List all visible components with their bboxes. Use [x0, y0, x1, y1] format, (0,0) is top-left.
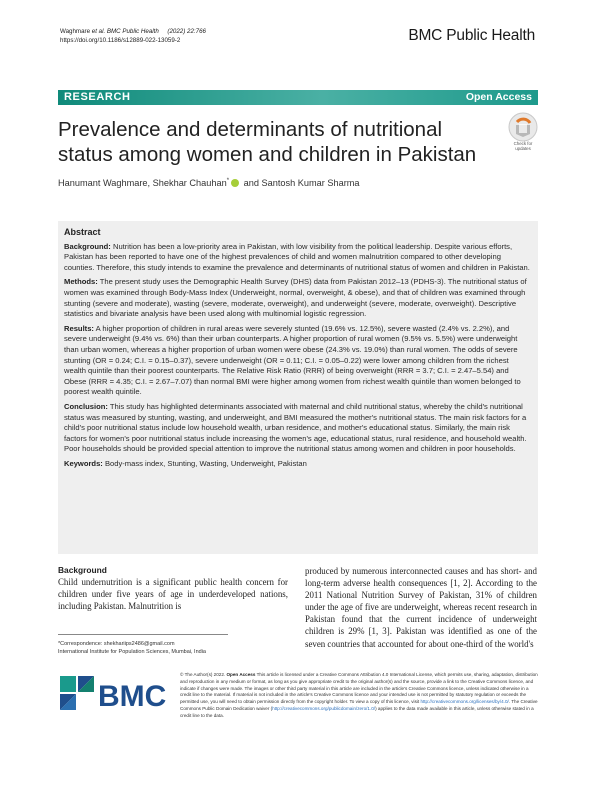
keywords-label: Keywords:	[64, 458, 103, 468]
author-list	[58, 178, 360, 188]
bmc-logo-text: BMC	[98, 680, 167, 713]
check-for-updates-icon[interactable]	[508, 112, 538, 142]
license-link-cc-zero[interactable]: http://creativecommons.org/publicdomain/zero/1.0/	[272, 705, 376, 711]
abstract-results	[64, 324, 532, 398]
abstract-methods	[64, 277, 532, 319]
footnote	[58, 640, 293, 656]
badge-label-line1: Check for	[513, 141, 533, 146]
license-link-cc-by[interactable]: http://creativecommons.org/licenses/by/4.0/	[420, 699, 509, 705]
body-column-right	[305, 565, 537, 650]
background-label: Background:	[64, 241, 111, 251]
citation-author: Waghmare	[60, 28, 92, 35]
corresponding-asterisk: *	[226, 178, 230, 184]
methods-text: The present study uses the Demographic Health Survey (DHS) data from Pakistan 2012–13 (PDHS-3). The nutritional status of women was examined through Body-Mass Index (Underweight, normal, overweight, & obese), and that of children was examined through stunting (severe and moderate), wasting (severe, moderate, overweight), and underweight (severe, moderate, overweight). Descriptive statistics and bivariate analysis have been used along with multinomial logistic regression.	[64, 277, 527, 319]
conclusion-label: Conclusion:	[64, 401, 108, 411]
section-label: RESEARCH	[64, 91, 131, 103]
license-text	[180, 672, 538, 720]
journal-brand: BMC Public Health	[408, 27, 535, 44]
results-label: Results:	[64, 323, 94, 333]
doi-link[interactable]: https://doi.org/10.1186/s12889-022-13059-2	[60, 37, 181, 44]
citation-header	[60, 27, 206, 45]
badge-label-line2: updates	[515, 146, 531, 151]
abstract-box	[58, 221, 538, 554]
keywords-text: Body-mass index, Stunting, Wasting, Underweight, Pakistan	[102, 458, 307, 468]
methods-label: Methods:	[64, 277, 98, 287]
results-text: A higher proportion of children in rural areas were severely stunted (19.6% vs. 12.5%), severe wasted (2.4% vs. 2.2%), and severe underweight (9.4% vs. 6%) than their urban counterparts. A higher proportion of rural women (9.5% vs. 5.5%) were underweight than urban women, whereas a higher proportion of urban women were obese (24.3% vs. 19.0%) than rural women. The odds of severe stunting (OR = 0.24; C.I. = 0.15–0.37), severe underweight (OR = 0.11; C.I. = 0.05–0.22) were lower among children from the richest wealth quintile than their poorest counterparts. The Relative Risk Ratio (RRR) of being overweight (RRR = 3.7; C.I. = 2.47–5.54) and Obese (RRR = 4.35; C.I. = 2.67–7.07) than normal BMI were higher among women from richest wealth quintile than women belonged to poorest wealth quintile.	[64, 323, 521, 397]
open-access-label: Open Access	[465, 91, 532, 103]
correspondence: *Correspondence: shekhariips2486@gmail.com	[58, 641, 175, 647]
abstract-background	[64, 242, 532, 274]
background-text: Nutrition has been a low-priority area in Pakistan, with low visibility from the political leadership. Despite various efforts, Pakistan has been reported to have one of the highest prevalences of child and women malnutrition compared to other developing counties. Therefore, this study intends to examine the prevalence and determinants of nutritional status of women and children in Pakistan.	[64, 241, 530, 272]
abstract-heading: Abstract	[64, 227, 101, 237]
license-text-1: This article is licensed under a Creative Commons Attribution 4.0 International License, which permits use, sharing, adaptation, distribution and reproduction in any medium or format, as long as you give appropriate credit to the original author(s) and the source, provide a link to the Creative Commons licence, and indicate if changes were made. The images or other third party material in this article are included in the article's Creative Commons licence, unless indicated otherwise in a credit line to the material. If material is not included in the article's Creative Commons licence and your intended use is not permitted by statutory regulation or exceeds the permitted use, you will need to obtain permission directly from the copyright holder. To view a copy of this licence, visit	[180, 672, 538, 705]
abstract-keywords	[64, 459, 532, 470]
citation-year: (2022) 22:766	[167, 28, 206, 35]
license-text-2: . The Creative Commons Public Domain Dedication waiver (	[180, 699, 538, 711]
body-paragraph-left: Child undernutrition is a significant public health concern for children under five years of age in underdeveloped nations, including Pakistan. Malnutrition is	[58, 577, 288, 612]
body-paragraph-right: produced by numerous interconnected causes and has short- and long-term adverse health consequences [1, 2]. According to the 2011 National Nutrition Survey of Pakistan, 31% of children under the age of five are underweight, whereas recent research in Pakistan found that the current incidence of underweight children is 29% [1, 3]. Pakistan was identified as one of the seven countries that accounted for about one-third of the world's	[305, 566, 537, 649]
affiliation: International Institute for Population Sciences, Mumbai, India	[58, 649, 206, 655]
background-heading: Background	[58, 565, 107, 575]
section-bar	[58, 90, 538, 105]
license-text-3: ) applies to the data made available in this article, unless otherwise stated in a credit line to the data.	[180, 705, 534, 718]
citation-journal: et al. BMC Public Health	[91, 28, 159, 35]
authors-part2: and Santosh Kumar Sharma	[241, 178, 360, 189]
footnote-divider	[58, 634, 228, 635]
license-copyright: © The Author(s) 2022.	[180, 672, 227, 677]
check-for-updates-label	[505, 141, 541, 151]
conclusion-text: This study has highlighted determinants associated with maternal and child nutritional status, whereby the child's nutritional status was measured by stunting, wasting, and underweight, and BMI measured the mother's nutritional status. The main risk factors for a child's poor nutritional status include low household wealth, urban residence, and mother's educational status. Similarly, the main risk factors for women's poor nutritional status include increasing the women's age, educational status, rural residence, and household wealth. Poor households should be provided special attention to improve the nutritional status among women and children in poor households.	[64, 401, 527, 454]
article-title: Prevalence and determinants of nutritional status among women and children in Pakistan	[58, 118, 477, 166]
bmc-logo-icon	[58, 674, 168, 714]
license-open-access: Open Access	[226, 672, 256, 677]
orcid-icon[interactable]	[231, 179, 239, 187]
authors-part1: Hanumant Waghmare, Shekhar Chauhan	[58, 178, 227, 189]
abstract-conclusion	[64, 402, 532, 455]
body-column-left	[58, 565, 288, 612]
